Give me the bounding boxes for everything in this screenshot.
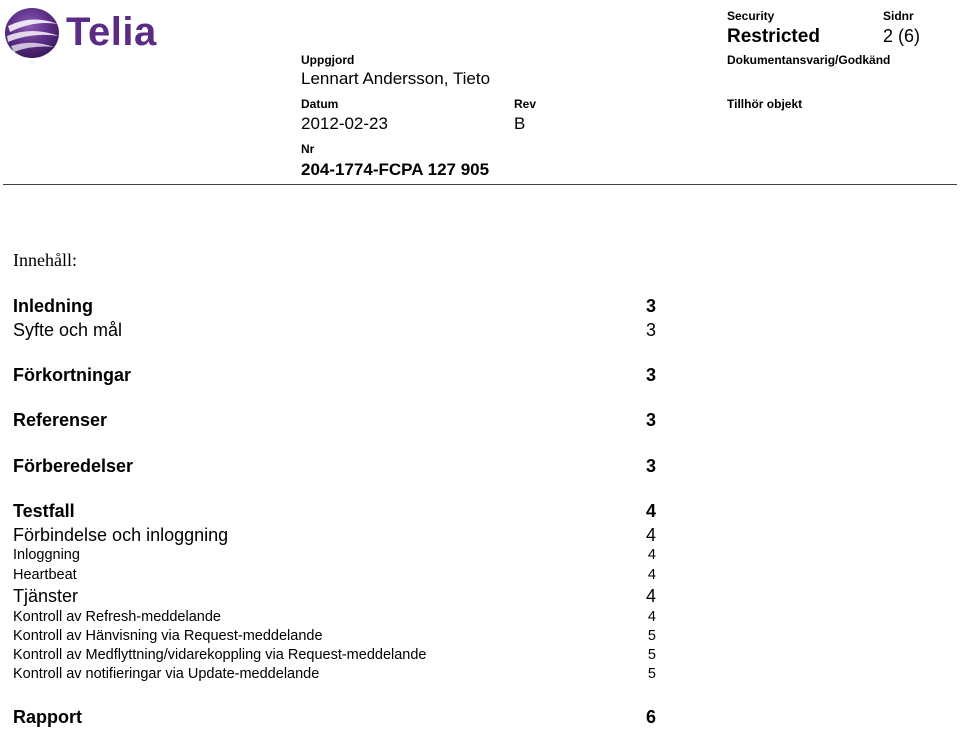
telia-logo xyxy=(2,2,172,64)
toc-entry-page: 4 xyxy=(645,501,656,521)
toc-entry-title: Testfall xyxy=(13,501,75,521)
logo-wordmark: Telia xyxy=(66,10,157,54)
toc-entry-page: 3 xyxy=(645,365,656,385)
page-number-value: 2 (6) xyxy=(883,26,921,46)
toc-entry-title: Kontroll av Refresh-meddelande xyxy=(13,609,221,625)
telia-pebble-icon xyxy=(2,2,62,62)
page-number-label: Sidnr xyxy=(883,9,914,23)
toc-entry-title: Tjänster xyxy=(13,586,79,606)
object-label: Tillhör objekt xyxy=(727,97,803,111)
toc-entry-page: 3 xyxy=(645,296,656,316)
toc-entry-title: Kontroll av notifieringar via Update-meddelande xyxy=(13,666,320,682)
toc-entry-title: Inledning xyxy=(13,296,93,316)
toc-entry-title: Förbindelse och inloggning xyxy=(13,525,229,545)
rev-label: Rev xyxy=(514,97,537,111)
toc-entry-page: 3 xyxy=(645,320,656,340)
header-divider xyxy=(3,184,957,185)
toc-entry-page: 5 xyxy=(647,647,656,663)
nr-value: 204-1774-FCPA 127 905 xyxy=(301,160,490,179)
toc-entry-title: Förkortningar xyxy=(13,365,132,385)
toc-entry-title: Rapport xyxy=(13,707,82,727)
toc-entry-page: 4 xyxy=(647,547,656,563)
toc-entry-page: 5 xyxy=(647,628,656,644)
prepared-value: Lennart Andersson, Tieto xyxy=(301,69,491,88)
toc-entry-title: Referenser xyxy=(13,410,108,430)
toc-entry-page: 5 xyxy=(647,666,656,682)
security-label: Security xyxy=(727,9,775,23)
toc-entry-title: Förberedelser xyxy=(13,456,134,476)
toc-entry-title: Syfte och mål xyxy=(13,320,123,340)
toc-entry-page: 4 xyxy=(645,525,656,545)
toc-entry-title: Inloggning xyxy=(13,547,80,563)
approved-label: Dokumentansvarig/Godkänd xyxy=(727,53,891,67)
toc-entry-title: Kontroll av Hänvisning via Request-meddelande xyxy=(13,628,323,644)
date-value: 2012-02-23 xyxy=(301,114,388,133)
toc-entry-page: 4 xyxy=(645,586,656,606)
toc-entry-title: Kontroll av Medflyttning/vidarekoppling via Request-meddelande xyxy=(13,647,427,663)
toc-entry-page: 4 xyxy=(647,567,656,583)
toc-entry-page: 6 xyxy=(645,707,656,727)
security-value: Restricted xyxy=(727,26,820,47)
toc-entry-page: 4 xyxy=(647,609,656,625)
toc-heading: Innehåll: xyxy=(13,250,77,270)
prepared-label: Uppgjord xyxy=(301,53,355,67)
date-label: Datum xyxy=(301,97,339,111)
toc-entry-page: 3 xyxy=(645,410,656,430)
rev-value: B xyxy=(514,114,526,133)
toc-entry-title: Heartbeat xyxy=(13,567,77,583)
nr-label: Nr xyxy=(301,142,315,156)
toc-entry-page: 3 xyxy=(645,456,656,476)
